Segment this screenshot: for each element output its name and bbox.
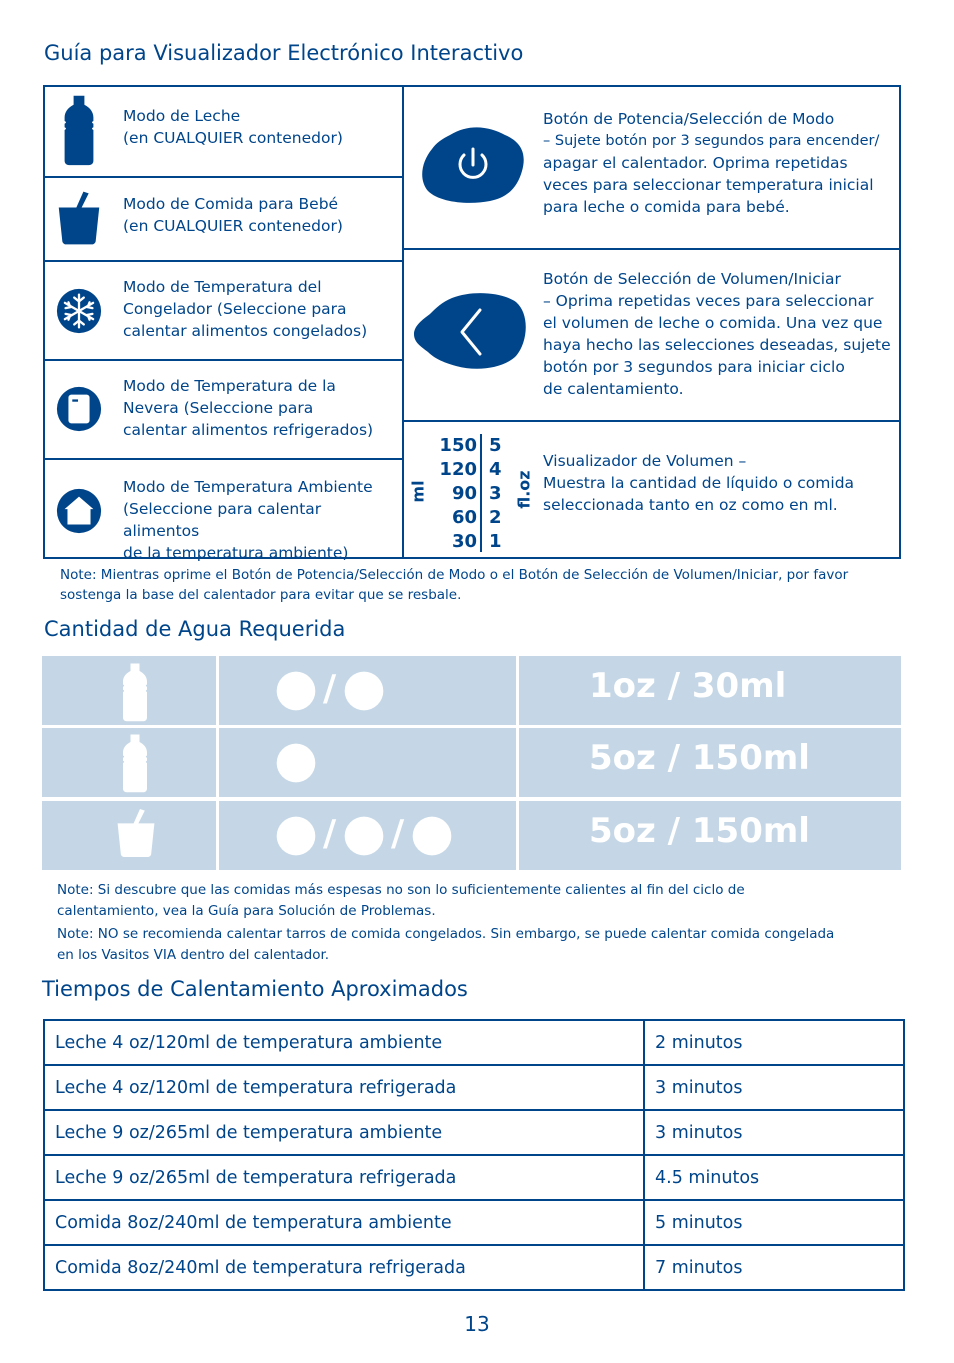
note-line: Note: Mientras oprime el Botón de Potencia/Selección de Modo o el Botón de Selección de Volumen/Iniciar, por favor (60, 567, 849, 583)
volume-button-text: haya hecho las selecciones deseadas, sujete (543, 336, 891, 354)
volume-display-description (404, 422, 899, 557)
separator: / (391, 813, 405, 854)
power-button-text: para leche o comida para bebé. (543, 198, 790, 216)
table-row (44, 1200, 904, 1245)
table-row (44, 1020, 904, 1065)
water-amount-table (42, 656, 901, 870)
oz-value: 5 (489, 435, 502, 456)
table-cell-time: 3 minutos (644, 1065, 904, 1110)
times-title: Tiempos de Calentamiento Aproximados (42, 977, 468, 1001)
power-button-title: Botón de Potencia/Selección de Modo (543, 110, 835, 128)
ml-value: 120 (439, 459, 477, 480)
water-row (42, 656, 901, 725)
house-icon (55, 487, 103, 535)
oz-values (489, 434, 502, 554)
water-title: Cantidad de Agua Requerida (44, 617, 346, 641)
table-row (44, 1245, 904, 1290)
mode-label: Modo de Temperatura de la (123, 377, 336, 395)
water-amount: 5oz / 150ml (589, 738, 810, 778)
mode-label: Modo de Leche (123, 107, 241, 125)
guide-title: Guía para Visualizador Electrónico Interactivo (44, 41, 524, 65)
oz-value: 4 (489, 459, 502, 480)
fridge-icon (343, 815, 385, 857)
power-button-text: veces para seleccionar temperatura inicial (543, 176, 874, 194)
water-row (42, 728, 901, 797)
volume-display-text: seleccionada tanto en oz como en ml. (543, 496, 838, 514)
note-line: calentamiento, vea la Guía para Solución de Problemas. (57, 903, 436, 919)
ml-value: 60 (451, 507, 477, 528)
volume-display-divider (480, 434, 482, 552)
power-button-description (404, 87, 899, 248)
ml-value: 150 (439, 435, 477, 456)
mode-label: de la temperatura ambiente) (123, 544, 349, 562)
mode-label: (Seleccione para calentar alimentos (123, 500, 322, 540)
power-button-text: – Sujete botón por 3 segundos para encender/ (543, 133, 880, 149)
volume-button-text: el volumen de leche o comida. Una vez que (543, 314, 883, 332)
power-button-text: apagar el calentador. Oprima repetidas (543, 154, 848, 172)
ml-value: 90 (451, 483, 477, 504)
table-row (44, 1155, 904, 1200)
power-button-icon (420, 125, 526, 205)
volume-button-text: botón por 3 segundos para iniciar ciclo (543, 358, 845, 376)
table-row (44, 1110, 904, 1155)
water-row (42, 801, 901, 870)
baby-bottle-icon (120, 733, 150, 793)
snowflake-icon (55, 287, 103, 335)
table-cell-item: Leche 4 oz/120ml de temperatura refrigerada (44, 1065, 644, 1110)
baby-food-cup-icon (116, 809, 156, 857)
guide-note (60, 565, 848, 605)
note-line: sostenga la base del calentador para evitar que se resbale. (60, 587, 462, 603)
page-number: 13 (464, 1312, 490, 1336)
mode-label: (en CUALQUIER contenedor) (123, 129, 343, 147)
warming-times-table (43, 1019, 905, 1291)
house-icon (275, 815, 317, 857)
table-cell-item: Comida 8oz/240ml de temperatura refrigerada (44, 1245, 644, 1290)
ml-unit-label: ml (408, 480, 428, 503)
volume-display-title: Visualizador de Volumen – (543, 452, 747, 470)
fridge-icon (55, 385, 103, 433)
volume-start-button-description (404, 250, 899, 420)
snowflake-icon (411, 815, 453, 857)
table-cell-item: Leche 9 oz/265ml de temperatura ambiente (44, 1110, 644, 1155)
mode-label: Modo de Comida para Bebé (123, 195, 339, 213)
volume-button-text: – Oprima repetidas veces para seleccionar (543, 292, 874, 310)
mode-baby-food (45, 178, 402, 260)
oz-unit-label: fl.oz (514, 470, 534, 509)
oz-value: 1 (489, 531, 502, 552)
table-cell-time: 3 minutos (644, 1110, 904, 1155)
water-amount: 1oz / 30ml (589, 666, 787, 706)
ml-values (437, 434, 477, 554)
mode-label: Nevera (Seleccione para (123, 399, 314, 417)
volume-display-text: Muestra la cantidad de líquido o comida (543, 474, 855, 492)
water-notes (57, 880, 834, 966)
mode-freezer (45, 262, 402, 359)
table-cell-time: 2 minutos (644, 1020, 904, 1065)
baby-bottle-icon (120, 662, 150, 722)
note-line: Note: NO se recomienda calentar tarros de comida congelados. Sin embargo, se puede calentar comida congelada (57, 926, 835, 942)
table-cell-item: Leche 4 oz/120ml de temperatura ambiente (44, 1020, 644, 1065)
table-cell-time: 7 minutos (644, 1245, 904, 1290)
oz-value: 2 (489, 507, 502, 528)
mode-label: Congelador (Seleccione para (123, 300, 347, 318)
volume-button-text: de calentamiento. (543, 380, 684, 398)
volume-start-button-icon (412, 292, 528, 372)
table-cell-time: 5 minutos (644, 1200, 904, 1245)
table-cell-item: Leche 9 oz/265ml de temperatura refrigerada (44, 1155, 644, 1200)
separator: / (323, 813, 337, 854)
note-line: Note: Si descubre que las comidas más espesas no son lo suficientemente calientes al fin del ciclo de (57, 882, 745, 898)
baby-bottle-icon (61, 94, 97, 166)
mode-label: Modo de Temperatura del (123, 278, 322, 296)
separator: / (323, 668, 337, 709)
note-line: en los Vasitos VIA dentro del calentador. (57, 947, 330, 963)
ml-value: 30 (451, 531, 477, 552)
mode-label: Modo de Temperatura Ambiente (123, 478, 373, 496)
table-cell-item: Comida 8oz/240ml de temperatura ambiente (44, 1200, 644, 1245)
mode-milk (45, 87, 402, 176)
mode-label: calentar alimentos refrigerados) (123, 421, 374, 439)
table-cell-time: 4.5 minutos (644, 1155, 904, 1200)
mode-ambient (45, 460, 402, 562)
volume-button-title: Botón de Selección de Volumen/Iniciar (543, 270, 841, 288)
snowflake-icon (275, 742, 317, 784)
mode-label: (en CUALQUIER contenedor) (123, 217, 343, 235)
mode-fridge (45, 361, 402, 458)
baby-food-cup-icon (57, 190, 101, 246)
display-guide-box (43, 85, 901, 562)
mode-label: calentar alimentos congelados) (123, 322, 368, 340)
house-icon (275, 670, 317, 712)
water-amount: 5oz / 150ml (589, 811, 810, 851)
table-row (44, 1065, 904, 1110)
fridge-icon (343, 670, 385, 712)
oz-value: 3 (489, 483, 502, 504)
